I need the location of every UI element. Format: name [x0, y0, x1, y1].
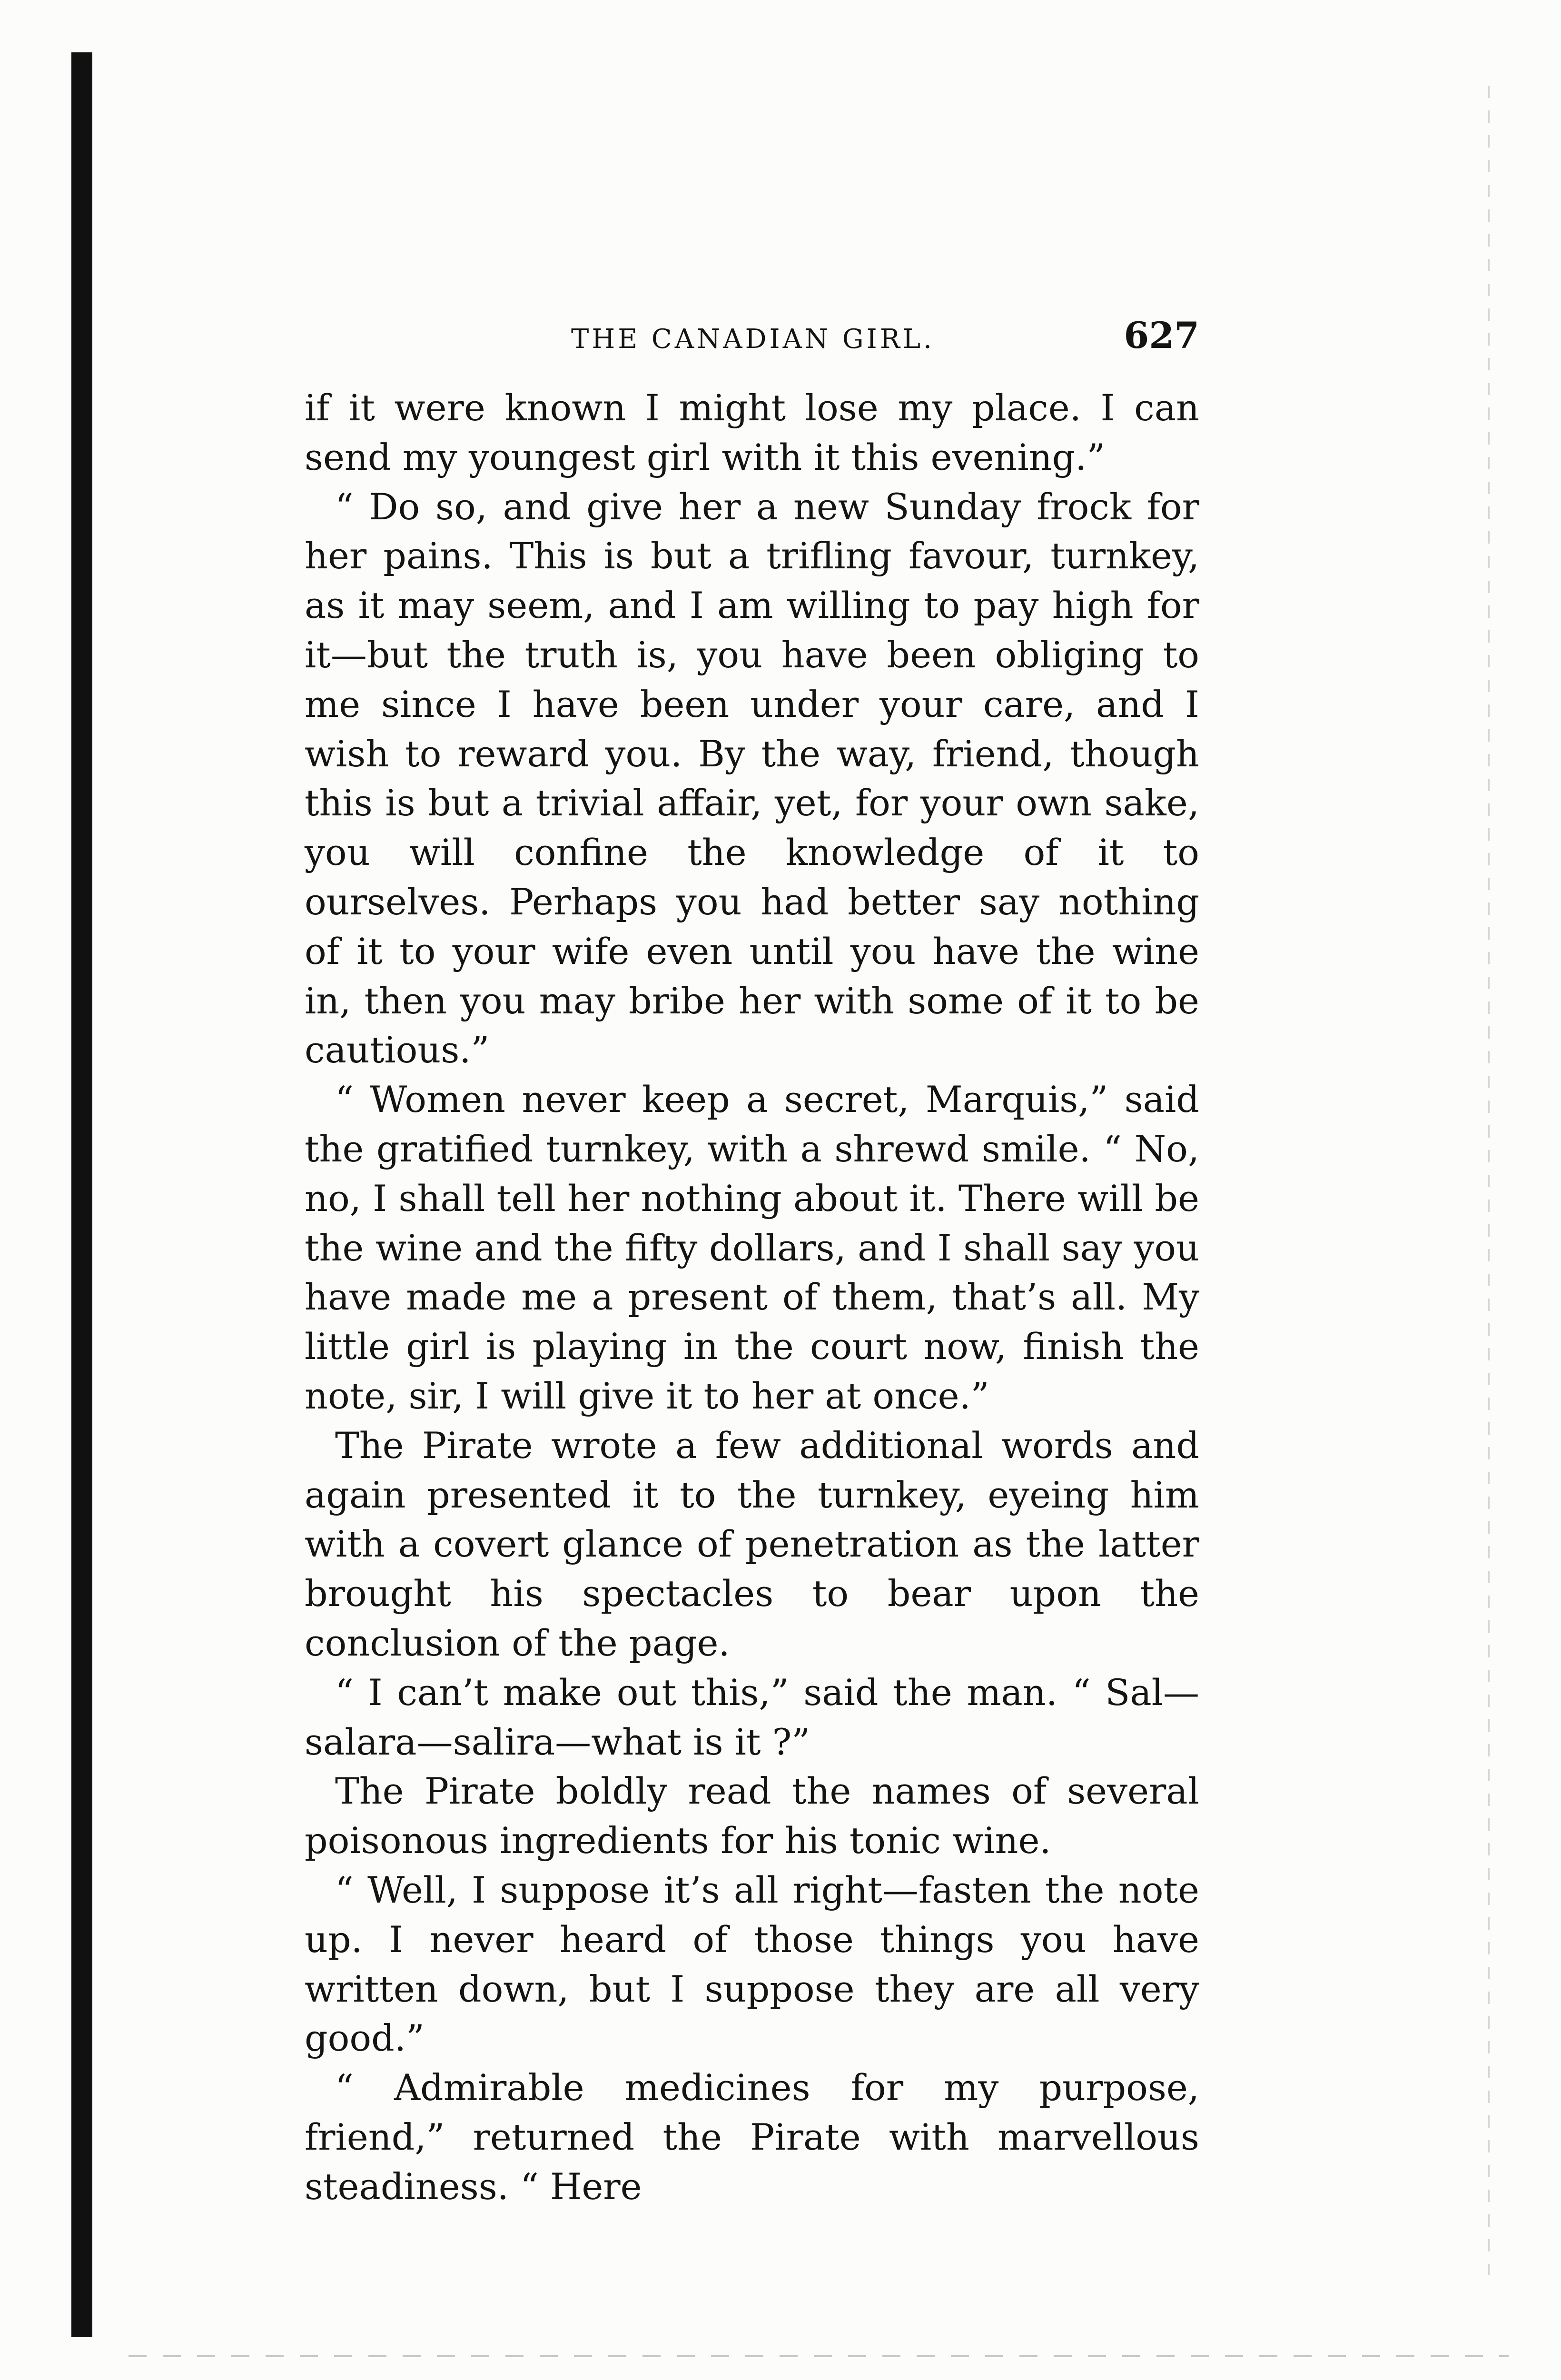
- page-header: [305, 314, 1199, 367]
- running-title: THE CANADIAN GIRL.: [571, 324, 935, 355]
- paragraph: The Pirate wrote a few additional words and again presented it to the turnkey, eyeing him with a covert glance of penetration as the latter brought his spectacles to bear upon the conclusion of the page.: [305, 1424, 1199, 1664]
- paragraph: “ I can’t make out this,” said the man. “ Sal—salara—salira—what is it ?”: [305, 1671, 1199, 1763]
- body-text: [305, 383, 1199, 2211]
- paragraph: The Pirate boldly read the names of several poisonous ingredients for his tonic wine.: [305, 1770, 1199, 1862]
- paragraph: “ Admirable medicines for my purpose, friend,” returned the Pirate with marvellous steadiness. “ Here: [305, 2066, 1199, 2208]
- page-number: 627: [1124, 314, 1199, 357]
- paragraph: “ Do so, and give her a new Sunday frock for her pains. This is but a trifling favour, turnkey, as it may seem, and I am willing to pay high for it—but the truth is, you have been obliging to me since I have been under your care, and I wish to reward you. By the way, friend, though this is but a trivial affair, yet, for your own sake, you will confine the knowledge of it to ourselves. Perhaps you had better say nothing of it to your wife even until you have the wine in, then you may bribe her with some of it to be cautious.”: [305, 485, 1199, 1071]
- paragraph: “ Women never keep a secret, Marquis,” said the gratified turnkey, with a shrewd smile. “ No, no, I shall tell her nothing about it. There will be the wine and the fifty dollars, and I shall say you have made me a present of them, that’s all. My little girl is playing in the court now, finish the note, sir, I will give it to her at once.”: [305, 1078, 1199, 1417]
- paragraph: if it were known I might lose my place. I can send my youngest girl with it this evening.”: [305, 387, 1199, 478]
- page-bottom-edge: [128, 2355, 1509, 2357]
- page-binding-edge: [71, 52, 92, 2337]
- paragraph: “ Well, I suppose it’s all right—fasten the note up. I never heard of those things you have written down, but I suppose they are all very good.”: [305, 1868, 1199, 2060]
- page-right-edge: [1488, 86, 1490, 2275]
